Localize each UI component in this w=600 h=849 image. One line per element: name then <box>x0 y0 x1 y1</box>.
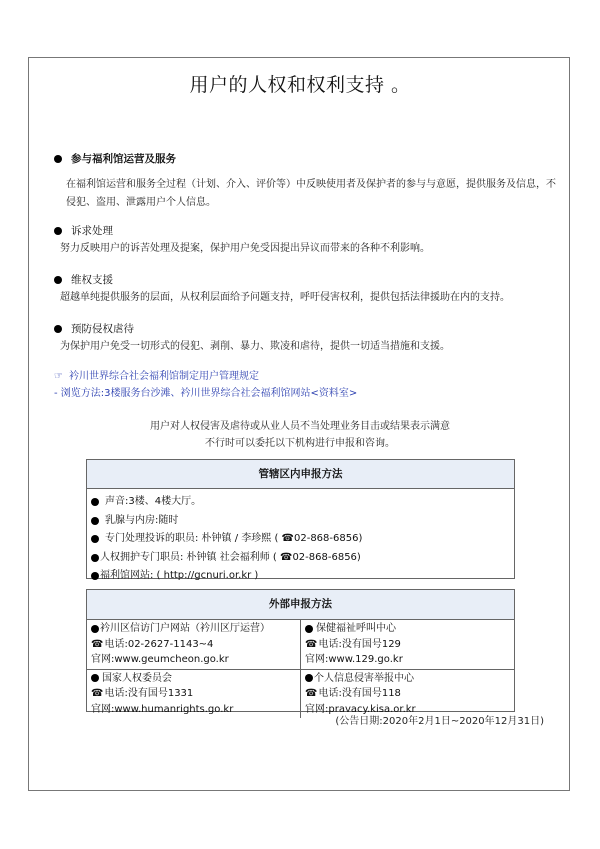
bullet-icon <box>91 625 99 633</box>
internal-report-table <box>86 459 515 579</box>
bullet-icon <box>305 625 313 633</box>
internal-row <box>91 512 510 531</box>
bullet-icon <box>54 276 62 284</box>
regulation-link-text[interactable]: 衿川世界综合社会福利馆制定用户管理规定 <box>68 371 259 382</box>
notice-line: 不行时可以委托以下机构进行申报和咨询。 <box>205 438 395 449</box>
section-text: 在福利馆运营和服务全过程（计划、介入、评价等）中反映使用者及保护者的参与与意愿，提供服务及信息，不 <box>66 179 556 190</box>
external-report-header: 外部申报方法 <box>87 590 514 620</box>
row-text: 人权拥护专门职员: 朴钟镇 社会福利师 ( ☎02-868-6856) <box>100 551 361 563</box>
org-phone: 电话:02-2627-1143~4 <box>104 638 214 650</box>
section-heading: 维权支援 <box>71 274 113 286</box>
bullet-icon <box>91 498 99 506</box>
external-report-table <box>86 589 515 715</box>
regulation-links <box>54 368 357 402</box>
section-complaint <box>54 222 564 258</box>
bullet-icon <box>305 674 313 682</box>
internal-row <box>91 530 510 549</box>
section-text: 为保护用户免受一切形式的侵犯、剥削、暴力、欺凌和虐待，提供一切适当措施和支援。 <box>60 341 450 352</box>
org-website[interactable]: 官网:pravacy.kisa.or.kr <box>305 703 416 715</box>
browse-method[interactable]: - 浏览方法:3楼服务台沙滩、衿川世界综合社会福利馆网站<资料室> <box>54 388 358 399</box>
bullet-icon <box>91 554 99 562</box>
bullet-icon <box>91 535 99 543</box>
pointing-hand-icon: ☞ <box>54 371 63 382</box>
org-website[interactable]: 官网:www.humanrights.go.kr <box>91 703 234 715</box>
notice-text <box>0 418 600 452</box>
internal-row <box>91 549 510 568</box>
phone-icon: ☎ <box>91 688 104 699</box>
row-text: 专门处理投诉的职员: 朴钟镇 / 李珍熙 ( ☎02-868-6856) <box>105 533 363 544</box>
internal-report-header: 管辖区内申报方法 <box>87 460 514 489</box>
page-title: 用户的人权和权利支持 。 <box>189 74 411 96</box>
org-name: 个人信息侵害举报中心 <box>314 672 414 684</box>
bullet-icon <box>91 572 99 580</box>
external-cell <box>87 670 301 719</box>
org-website[interactable]: 官网:www.129.go.kr <box>305 654 403 665</box>
announcement-date: (公告日期:2020年2月1日~2020年12月31日) <box>335 716 544 727</box>
bullet-icon <box>91 517 99 525</box>
org-name: 国家人权委员会 <box>102 672 172 684</box>
section-text: 超越单纯提供服务的层面，从权利层面给予问题支持，呼吁侵害权利，提供包括法律援助在内的支持。 <box>60 292 510 303</box>
bullet-icon <box>91 674 99 682</box>
bullet-icon <box>54 227 62 235</box>
bullet-icon <box>54 155 62 163</box>
section-rights-support <box>54 271 564 307</box>
org-phone: 电话:没有国号118 <box>318 688 401 699</box>
external-cell <box>87 620 301 670</box>
internal-row <box>91 493 510 512</box>
org-name: 衿川区信访门户网站（衿川区厅运营） <box>100 623 270 634</box>
section-prevention <box>54 320 564 356</box>
website-link[interactable]: 福利馆网站: ( http://gcnuri.or.kr ) <box>100 570 259 581</box>
internal-row <box>91 567 510 586</box>
org-phone: 电话:没有国号129 <box>318 638 401 650</box>
phone-icon: ☎ <box>91 638 104 650</box>
bullet-icon <box>54 325 62 333</box>
section-heading: 预防侵权虐待 <box>71 323 134 335</box>
phone-icon: ☎ <box>305 688 318 699</box>
section-heading: 参与福利馆运营及服务 <box>71 153 176 165</box>
phone-icon: ☎ <box>305 638 318 650</box>
external-cell <box>301 670 514 719</box>
section-text: 努力反映用户的诉苦处理及提案，保护用户免受因提出异议而带来的各种不利影响。 <box>60 243 430 254</box>
org-website[interactable]: 官网:www.geumcheon.go.kr <box>91 654 229 665</box>
external-cell <box>301 620 514 670</box>
notice-line: 用户对人权侵害及虐待或从业人员不当处理业务目击或结果表示满意 <box>150 421 450 432</box>
row-text: 乳腺与内房:随时 <box>105 514 179 526</box>
section-participation <box>54 150 564 212</box>
org-phone: 电话:没有国号1331 <box>104 688 194 699</box>
org-name: 保健福祉呼叫中心 <box>316 623 396 634</box>
row-text: 声音:3楼、4楼大厅。 <box>105 496 202 507</box>
section-heading: 诉求处理 <box>71 225 113 237</box>
regulation-link[interactable] <box>54 368 357 385</box>
section-text: 侵犯、盗用、泄露用户个人信息。 <box>66 197 216 208</box>
